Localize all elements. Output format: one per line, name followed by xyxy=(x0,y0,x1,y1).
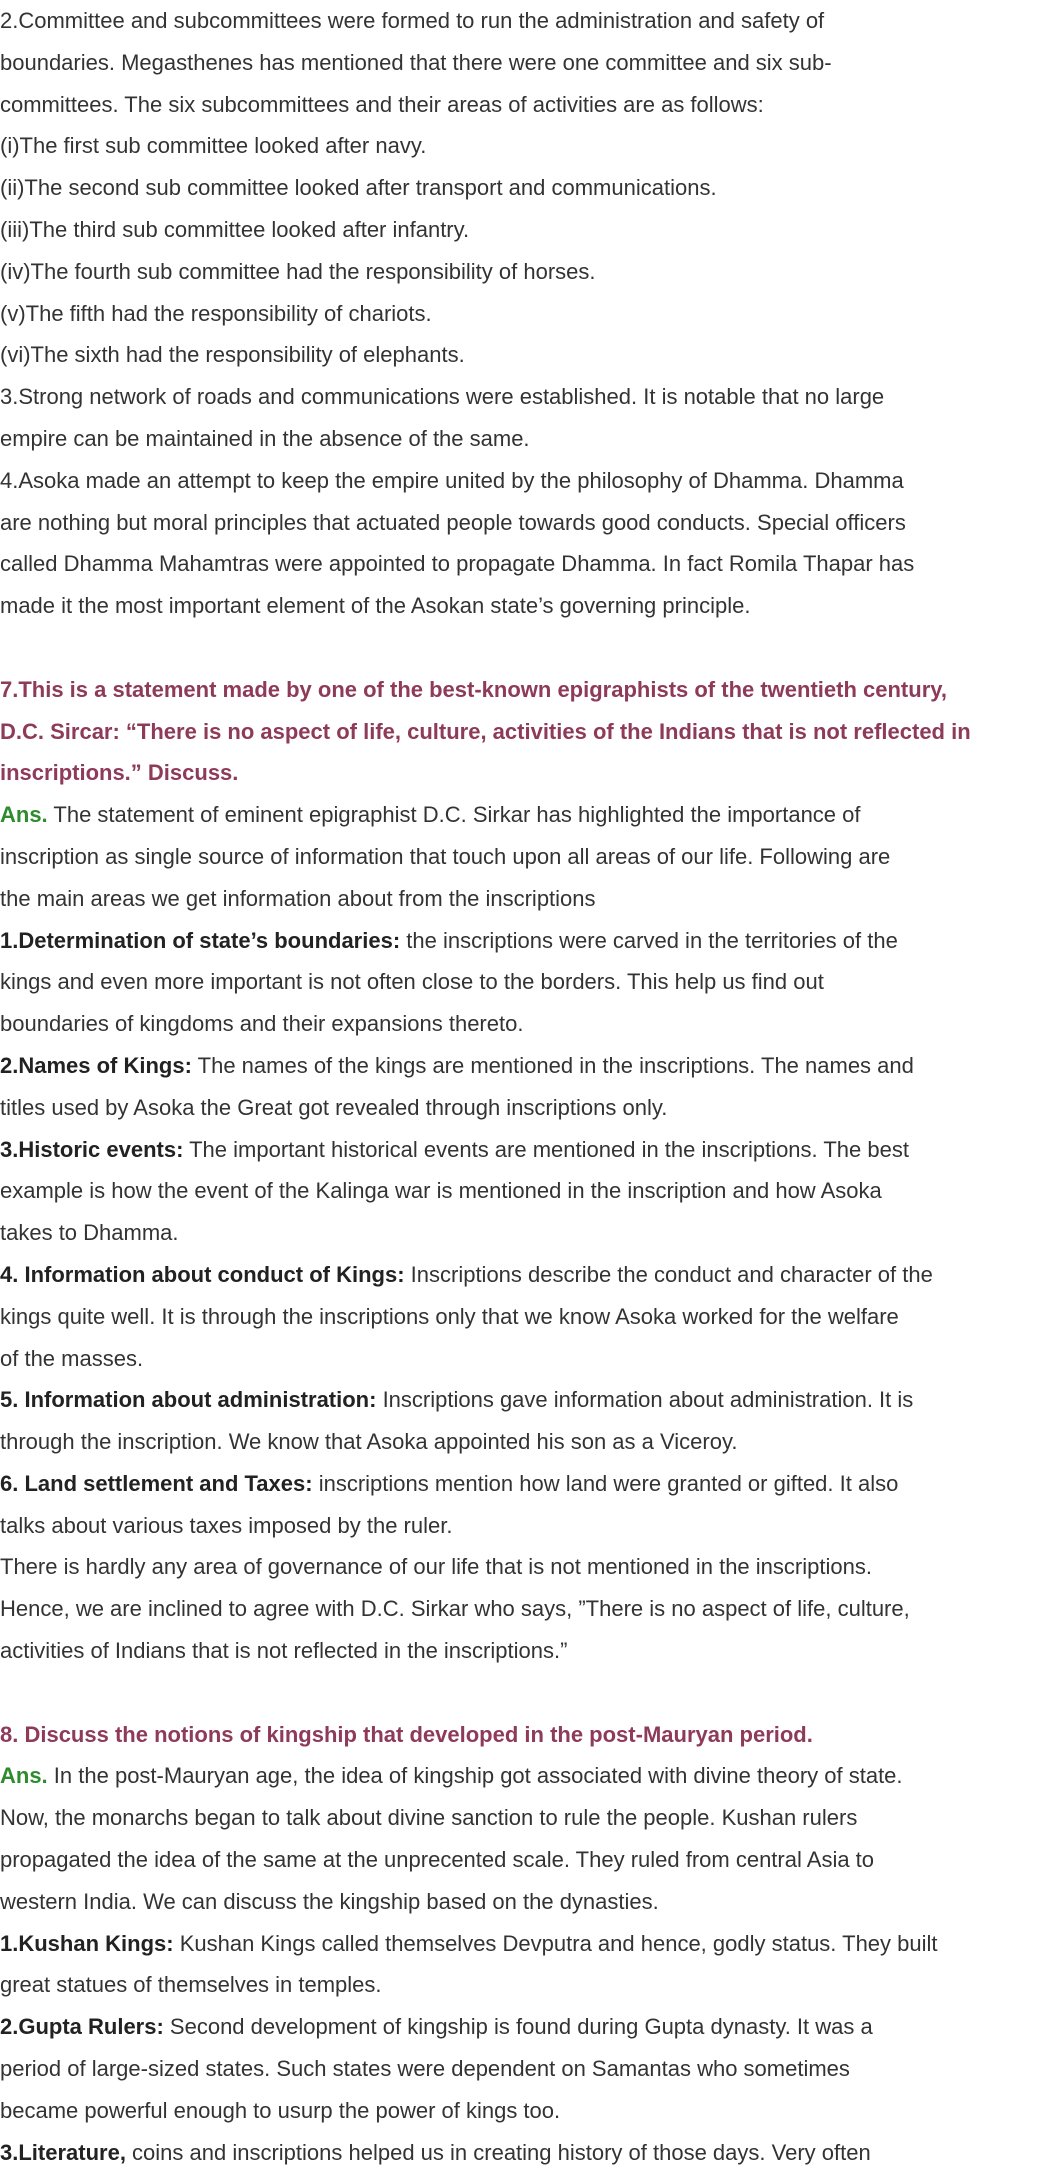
text-line: period of large-sized states. Such states were dependent on Samantas who sometimes xyxy=(0,2056,850,2082)
text-line: boundaries of kingdoms and their expansions thereto. xyxy=(0,1011,524,1037)
text-line: (vi)The sixth had the responsibility of elephants. xyxy=(0,342,465,368)
text-line: (iii)The third sub committee looked after infantry. xyxy=(0,216,470,242)
text-line: propagated the idea of the same at the unprecented scale. They ruled from central Asia to xyxy=(0,1847,875,1873)
answer-label: Ans. xyxy=(0,802,48,828)
text-line: takes to Dhamma. xyxy=(0,1220,179,1246)
text-line: (i)The first sub committee looked after navy. xyxy=(0,133,427,159)
text-line: empire can be maintained in the absence of the same. xyxy=(0,425,530,451)
text-line: (iv)The fourth sub committee had the responsibility of horses. xyxy=(0,258,596,284)
point-line xyxy=(0,1129,1051,1171)
text-line: through the inscription. We know that Asoka appointed his son as a Viceroy. xyxy=(0,1429,738,1455)
point-line xyxy=(0,1045,1051,1087)
point-text: The important historical events are mentioned in the inscriptions. The best xyxy=(183,1136,909,1162)
text-line: (ii)The second sub committee looked after transport and communications. xyxy=(0,175,717,201)
point-text: Inscriptions gave information about administration. It is xyxy=(376,1387,914,1413)
answer-text: In the post-Mauryan age, the idea of kingship got associated with divine theory of state. xyxy=(47,1763,903,1789)
text-line: 2.Committee and subcommittees were formed to run the administration and safety of xyxy=(0,8,825,33)
point-line xyxy=(0,2006,1051,2048)
q7-section xyxy=(0,669,1051,1672)
point-text: coins and inscriptions helped us in creating history of those days. Very often xyxy=(125,2139,871,2165)
point-label: 2.Gupta Rulers: xyxy=(0,2014,164,2040)
point-label: 1.Determination of state’s boundaries: xyxy=(0,927,401,953)
text-line: western India. We can discuss the kingship based on the dynasties. xyxy=(0,1888,659,1914)
point-text: The names of the kings are mentioned in the inscriptions. The names and xyxy=(191,1052,914,1078)
text-line: kings and even more important is not often close to the borders. This help us find out xyxy=(0,969,824,995)
question-heading: D.C. Sircar: “There is no aspect of life, culture, activities of the Indians that is not reflected in xyxy=(0,718,971,744)
point-label: 4. Information about conduct of Kings: xyxy=(0,1261,405,1287)
answer-line xyxy=(0,794,1051,836)
text-line: great statues of themselves in temples. xyxy=(0,1972,382,1998)
point-text: inscriptions mention how land were granted or gifted. It also xyxy=(312,1470,899,1496)
point-line xyxy=(0,1463,1051,1505)
paragraph-gap xyxy=(0,1672,1051,1714)
q8-section xyxy=(0,1714,1051,2173)
point-line xyxy=(0,1379,1051,1421)
text-line: became powerful enough to usurp the power of kings too. xyxy=(0,2097,561,2123)
text-line: (v)The fifth had the responsibility of chariots. xyxy=(0,300,432,326)
text-line: activities of Indians that is not reflected in the inscriptions.” xyxy=(0,1638,568,1664)
text-line: kings quite well. It is through the inscriptions only that we know Asoka worked for the welfare xyxy=(0,1303,899,1329)
text-line: 4.Asoka made an attempt to keep the empire united by the philosophy of Dhamma. Dhamma xyxy=(0,467,904,493)
point-text: Second development of kingship is found during Gupta dynasty. It was a xyxy=(163,2014,873,2040)
text-line: example is how the event of the Kalinga war is mentioned in the inscription and how Asoka xyxy=(0,1178,882,1204)
answer-text: The statement of eminent epigraphist D.C. Sirkar has highlighted the importance of xyxy=(47,802,861,828)
question-heading: inscriptions.” Discuss. xyxy=(0,760,239,786)
question-heading: 8. Discuss the notions of kingship that developed in the post-Mauryan period. xyxy=(0,1721,813,1747)
answer-label: Ans. xyxy=(0,1763,48,1789)
text-line: talks about various taxes imposed by the ruler. xyxy=(0,1512,453,1538)
text-line: titles used by Asoka the Great got revealed through inscriptions only. xyxy=(0,1094,668,1120)
text-line: 3.Strong network of roads and communications were established. It is notable that no large xyxy=(0,384,885,410)
point-text: Kushan Kings called themselves Devputra and hence, godly status. They built xyxy=(173,1930,938,1956)
text-line: Hence, we are inclined to agree with D.C. Sirkar who says, ”There is no aspect of life, culture, xyxy=(0,1596,910,1622)
text-line: are nothing but moral principles that actuated people towards good conducts. Special officers xyxy=(0,509,906,535)
point-label: 3.Literature, xyxy=(0,2139,126,2165)
text-line: Now, the monarchs began to talk about divine sanction to rule the people. Kushan rulers xyxy=(0,1805,858,1831)
point-label: 3.Historic events: xyxy=(0,1136,184,1162)
question-heading: 7.This is a statement made by one of the best-known epigraphists of the twentieth century, xyxy=(0,676,947,702)
point-line xyxy=(0,920,1051,962)
text-line: called Dhamma Mahamtras were appointed to propagate Dhamma. In fact Romila Thapar has xyxy=(0,551,915,577)
point-line xyxy=(0,1254,1051,1296)
paragraph-gap xyxy=(0,627,1051,669)
text-line: committees. The six subcommittees and their areas of activities are as follows: xyxy=(0,91,764,117)
text-line: the main areas we get information about from the inscriptions xyxy=(0,885,596,911)
answer-line xyxy=(0,1755,1051,1797)
point-label: 5. Information about administration: xyxy=(0,1387,377,1413)
point-text: Inscriptions describe the conduct and character of the xyxy=(404,1261,933,1287)
point-line xyxy=(0,1923,1051,1965)
text-line: boundaries. Megasthenes has mentioned that there were one committee and six sub- xyxy=(0,49,832,75)
text-line: of the masses. xyxy=(0,1345,144,1371)
text-line: made it the most important element of the Asokan state’s governing principle. xyxy=(0,593,751,619)
point-label: 6. Land settlement and Taxes: xyxy=(0,1470,313,1496)
point-line xyxy=(0,2132,1051,2173)
text-line: There is hardly any area of governance of our life that is not mentioned in the inscriptions. xyxy=(0,1554,872,1580)
point-text: the inscriptions were carved in the territories of the xyxy=(400,927,898,953)
point-label: 1.Kushan Kings: xyxy=(0,1930,174,1956)
q6-tail-section xyxy=(0,0,1051,627)
point-label: 2.Names of Kings: xyxy=(0,1052,192,1078)
text-line: inscription as single source of information that touch upon all areas of our life. Following are xyxy=(0,843,891,869)
